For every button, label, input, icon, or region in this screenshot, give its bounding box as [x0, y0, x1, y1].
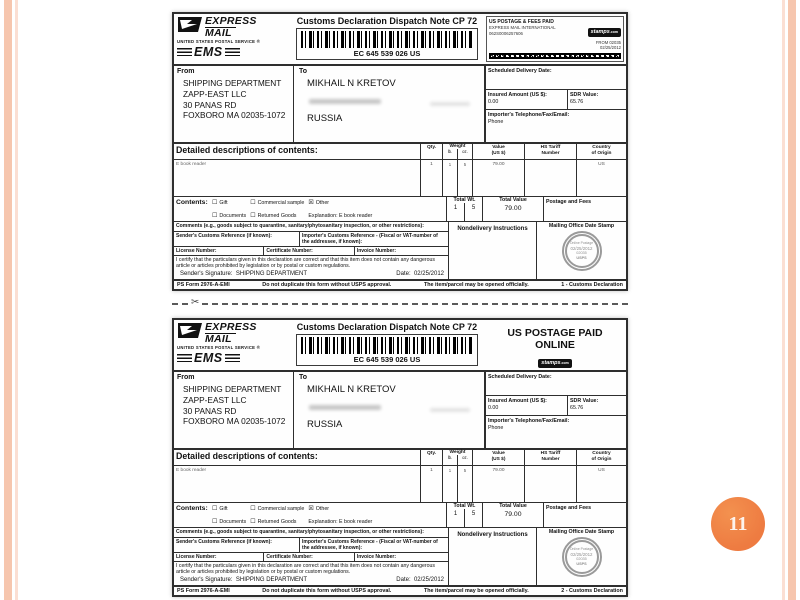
- contents-table-header: [174, 144, 626, 160]
- checkbox-other: ☒ Other: [308, 506, 330, 512]
- date-line: Date: 02/25/2012: [396, 577, 444, 584]
- tracking-barcode-box: [296, 28, 478, 60]
- address-section: [174, 64, 626, 142]
- insured-amount-box: Insured Amount (US $): 0.00: [486, 396, 568, 415]
- item-hs-tariff: [524, 160, 576, 196]
- usps-eagle-icon: [177, 16, 203, 38]
- to-label: To: [299, 68, 308, 75]
- ems-lines-left-icon: [177, 48, 192, 56]
- postage-imprint: [484, 14, 626, 64]
- qty-header: Qty.: [420, 450, 442, 465]
- mailing-office-date-stamp-box: Mailing Office Date Stamp Online Postage 02/25/2012 02035 USPS: [536, 222, 626, 279]
- total-value: 79.00: [504, 511, 522, 518]
- page-number: 11: [728, 512, 748, 535]
- form-title: Customs Declaration Dispatch Note CP 72: [296, 322, 478, 332]
- total-weight-oz: 5: [471, 205, 476, 211]
- explanation-text: Explanation: E book reader: [308, 519, 373, 525]
- sdr-value-box: SDR Value: 65.76: [568, 396, 626, 415]
- item-weight: [442, 160, 472, 196]
- checkbox-checked-icon: ☒: [308, 506, 314, 512]
- contents-label: Contents:: [176, 199, 208, 206]
- recipient-country: RUSSIA: [307, 113, 343, 124]
- total-weight-lb: 1: [447, 509, 465, 527]
- recipient-name: MIKHAIL N KRETOV: [307, 78, 396, 89]
- item-qty: 1: [420, 466, 442, 502]
- mailing-office-date-stamp-box: Mailing Office Date Stamp Online Postage 02/25/2012 02035 USPS: [536, 528, 626, 585]
- item-lb: 1: [443, 160, 458, 196]
- total-value-box: Total Value 79.00: [482, 197, 543, 221]
- item-description: E book reader: [176, 162, 207, 167]
- checkbox-returned-goods: ☐ Returned Goods: [250, 213, 297, 219]
- brand-express: EXPRESS: [205, 15, 257, 27]
- stamp-zip: 02035: [576, 251, 587, 256]
- brand-express: EXPRESS: [205, 321, 257, 333]
- comments-label: Comments (e.g., goods subject to quarantine, sanitary/phytosanitary inspection, or other restrictions):: [174, 222, 448, 232]
- scissors-icon: ✂: [188, 297, 202, 308]
- checkbox-documents: ☐ Documents: [212, 213, 247, 219]
- country-header: Country of Origin: [576, 450, 626, 465]
- lb-header: lb.: [443, 149, 458, 159]
- contents-table: [174, 448, 626, 502]
- contents-label: Contents:: [176, 505, 208, 512]
- checkbox-icon: ☐: [250, 506, 256, 512]
- importer-contact-value: Phone: [488, 425, 504, 431]
- customs-declaration-form: [172, 12, 628, 291]
- nondelivery-instructions-box: Nondelivery Instructions: [448, 528, 536, 585]
- from-address-line: ZAPP-EAST LLC: [183, 394, 247, 405]
- postmark-stamp: Online Postage 02/25/2012 02035 USPS: [562, 231, 602, 271]
- ems-lines-right-icon: [225, 48, 240, 56]
- contents-table-header: [174, 450, 626, 466]
- weight-header: Weight lb. oz.: [442, 144, 472, 159]
- sdr-value: 65.76: [570, 99, 584, 105]
- tracking-barcode-icon: [301, 337, 473, 354]
- from-label: From: [177, 68, 195, 75]
- frame-stripe-right-inner: [782, 0, 785, 600]
- contents-item-row: [174, 466, 626, 502]
- redacted-address-line: [309, 99, 381, 104]
- importer-contact-box: Importer's Telephone/Fax/Email: Phone: [486, 110, 626, 142]
- frame-stripe-right-outer: [788, 0, 796, 600]
- imprint-date: 02/25/2012: [600, 45, 621, 51]
- comments-section: [174, 527, 626, 585]
- redacted-address-line: [430, 408, 470, 412]
- certificate-number-box: Certificate Number:: [264, 247, 354, 255]
- checkbox-returned-goods: ☐ Returned Goods: [250, 519, 297, 525]
- total-weight-box: Total Wt. 1 5: [446, 503, 482, 527]
- invoice-number-box: Invoice Number:: [356, 248, 396, 254]
- license-number-box: License Number:: [174, 247, 264, 255]
- from-section: [174, 66, 294, 142]
- usps-logo-block: [174, 14, 290, 64]
- imprint-line1: US POSTAGE PAID: [507, 327, 603, 339]
- imprint-serial: 062S0006257606: [489, 30, 523, 36]
- tracking-barcode-box: [296, 334, 478, 366]
- from-address-line: 30 PANAS RD: [183, 405, 237, 416]
- page-number-badge: [711, 497, 765, 551]
- certification-text: I certify that the particulars given in this declaration are correct and that this item does not contain any dangerous article or articles prohibited by legislation or by postal or custom regulations.: [176, 257, 435, 270]
- desc-header: Detailed descriptions of contents:: [176, 451, 318, 461]
- checkbox-gift: ☐ Gift: [212, 506, 228, 512]
- signature-value: SHIPPING DEPARTMENT: [235, 577, 307, 584]
- sdr-value-box: SDR Value: 65.76: [568, 90, 626, 109]
- tracking-barcode-icon: [301, 31, 473, 48]
- ems-lines-right-icon: [225, 354, 240, 362]
- checkbox-checked-icon: ☒: [308, 200, 314, 206]
- item-lb: 1: [443, 466, 458, 502]
- form-footer: [174, 585, 626, 595]
- usps-logo-block: [174, 320, 290, 370]
- value-header: Value (US $): [472, 450, 524, 465]
- total-weight-lb: 1: [447, 203, 465, 221]
- license-number-box: License Number:: [174, 553, 264, 561]
- footer-notice-1: Do not duplicate this form without USPS approval.: [262, 282, 392, 288]
- from-address-line: ZAPP-EAST LLC: [183, 88, 247, 99]
- lb-header: lb.: [443, 455, 458, 465]
- stamps-com-logo: stamps.com: [588, 28, 621, 37]
- sdr-value: 65.76: [570, 405, 584, 411]
- footer-notice-1: Do not duplicate this form without USPS approval.: [262, 588, 392, 594]
- datamatrix-barcode-icon: [489, 53, 621, 59]
- senders-customs-reference-box: Sender's Customs Reference (if known):: [174, 538, 300, 552]
- explanation-text: Explanation: E book reader: [308, 213, 373, 219]
- certification-text: I certify that the particulars given in this declaration are correct and that this item does not contain any dangerous article or articles prohibited by legislation or by postal or custom regulations.: [176, 563, 435, 576]
- recipient-name: MIKHAIL N KRETOV: [307, 384, 396, 395]
- form-header: [174, 14, 626, 64]
- stamp-zip: 02035: [576, 557, 587, 562]
- usps-eagle-icon: [177, 322, 203, 344]
- item-country: US: [576, 160, 626, 196]
- tracking-number: EC 645 539 026 US: [353, 49, 421, 58]
- checkbox-icon: ☐: [250, 519, 256, 525]
- date-line: Date: 02/25/2012: [396, 271, 444, 278]
- insured-amount-value: 0.00: [488, 99, 499, 105]
- imprint-from-zip: FROM 02035: [595, 39, 621, 45]
- scheduled-delivery-box: Scheduled Delivery Date:: [486, 66, 626, 90]
- scheduled-delivery-box: Scheduled Delivery Date:: [486, 372, 626, 396]
- certificate-number-box: Certificate Number:: [264, 553, 354, 561]
- frame-stripe-left-inner: [15, 0, 18, 600]
- comments-section: [174, 221, 626, 279]
- form-title: Customs Declaration Dispatch Note CP 72: [296, 16, 478, 26]
- hs-tariff-header: HS Tariff Number: [524, 144, 576, 159]
- contents-table: [174, 142, 626, 196]
- importer-contact-box: Importer's Telephone/Fax/Email: Phone: [486, 416, 626, 448]
- item-value: 79.00: [472, 160, 524, 196]
- oz-header: oz.: [462, 149, 468, 154]
- stamp-date: 02/25/2012: [570, 551, 593, 557]
- weight-header: Weight lb. oz.: [442, 450, 472, 465]
- checkbox-icon: ☐: [212, 519, 218, 525]
- checkbox-icon: ☐: [212, 506, 218, 512]
- checkbox-gift: ☐ Gift: [212, 200, 228, 206]
- imprint-line2: ONLINE: [535, 339, 575, 352]
- date-value: 02/25/2012: [413, 271, 444, 278]
- invoice-number-box: Invoice Number:: [356, 554, 396, 560]
- contents-item-row: [174, 160, 626, 196]
- footer-notice-2: The item/parcel may be opened officially.: [423, 282, 529, 288]
- checkbox-commercial-sample: ☐ Commercial sample: [250, 506, 305, 512]
- importer-contact-value: Phone: [488, 119, 504, 125]
- checkbox-other: ☒ Other: [308, 200, 330, 206]
- comments-label: Comments (e.g., goods subject to quarantine, sanitary/phytosanitary inspection, or other restrictions):: [174, 528, 448, 538]
- postage-paid-online-imprint: [486, 322, 624, 369]
- senders-customs-reference-box: Sender's Customs Reference (if known):: [174, 232, 300, 246]
- address-section: [174, 370, 626, 448]
- signature-line: Sender's Signature: SHIPPING DEPARTMENT: [180, 271, 307, 278]
- from-label: From: [177, 374, 195, 381]
- insured-amount-box: Insured Amount (US $): 0.00: [486, 90, 568, 109]
- item-country: US: [576, 466, 626, 502]
- form-header: [174, 320, 626, 370]
- postmark-stamp: Online Postage 02/25/2012 02035 USPS: [562, 537, 602, 577]
- tracking-number: EC 645 539 026 US: [353, 355, 421, 364]
- checkbox-documents: ☐ Documents: [212, 519, 247, 525]
- brand-mail: MAIL: [205, 27, 236, 39]
- to-section: [294, 372, 484, 448]
- hs-tariff-header: HS Tariff Number: [524, 450, 576, 465]
- stamp-date: 02/25/2012: [570, 245, 593, 251]
- total-value-box: Total Value 79.00: [482, 503, 543, 527]
- contents-type-row: [174, 502, 626, 527]
- usps-service-line: UNITED STATES POSTAL SERVICE ®: [177, 345, 261, 350]
- ems-logo: EMS: [177, 46, 287, 59]
- ems-logo: EMS: [177, 352, 287, 365]
- signature-line: Sender's Signature: SHIPPING DEPARTMENT: [180, 577, 307, 584]
- form-footer: [174, 279, 626, 289]
- copy-label: 2 - Customs Declaration: [561, 588, 623, 594]
- signature-value: SHIPPING DEPARTMENT: [235, 271, 307, 278]
- item-qty: 1: [420, 160, 442, 196]
- oz-header: oz.: [462, 455, 468, 460]
- postage-fees-paid-imprint: [486, 16, 624, 62]
- recipient-country: RUSSIA: [307, 419, 343, 430]
- importers-customs-reference-box: Importer's Customs Reference - (Fiscal or VAT-number of the addressee, if known):: [302, 539, 438, 551]
- item-weight: [442, 466, 472, 502]
- customs-form-copy-2: [172, 318, 628, 597]
- customs-form-copy-1: [172, 12, 628, 291]
- copy-label: 1 - Customs Declaration: [561, 282, 623, 288]
- to-label: To: [299, 374, 308, 381]
- redacted-address-line: [430, 102, 470, 106]
- item-hs-tariff: [524, 466, 576, 502]
- contents-type-row: [174, 196, 626, 221]
- to-section: [294, 66, 484, 142]
- date-value: 02/25/2012: [413, 577, 444, 584]
- from-address-line: 30 PANAS RD: [183, 99, 237, 110]
- brand-mail: MAIL: [205, 333, 236, 345]
- item-description: E book reader: [176, 468, 207, 473]
- country-header: Country of Origin: [576, 144, 626, 159]
- cut-line: [172, 297, 628, 308]
- redacted-address-line: [309, 405, 381, 410]
- stamps-com-logo: stamps.com: [538, 359, 571, 368]
- from-address-line: FOXBORO MA 02035-1072: [183, 110, 286, 121]
- desc-header: Detailed descriptions of contents:: [176, 145, 318, 155]
- nondelivery-instructions-box: Nondelivery Instructions: [448, 222, 536, 279]
- from-address-line: FOXBORO MA 02035-1072: [183, 416, 286, 427]
- form-number: PS Form 2976-A-EMI: [177, 588, 230, 594]
- imprint-line2: EXPRESS MAIL INTERNATIONAL: [489, 25, 556, 31]
- footer-notice-2: The item/parcel may be opened officially.: [423, 588, 529, 594]
- postage-and-fees-box: Postage and Fees: [543, 503, 626, 527]
- total-value: 79.00: [504, 205, 522, 212]
- frame-stripe-left-outer: [4, 0, 12, 600]
- checkbox-commercial-sample: ☐ Commercial sample: [250, 200, 305, 206]
- postage-imprint: [484, 320, 626, 370]
- imprint-line1: US POSTAGE & FEES PAID: [489, 19, 554, 25]
- importers-customs-reference-box: Importer's Customs Reference - (Fiscal or VAT-number of the addressee, if known):: [302, 233, 438, 245]
- checkbox-icon: ☐: [250, 213, 256, 219]
- postage-and-fees-box: Postage and Fees: [543, 197, 626, 221]
- customs-declaration-form: [172, 318, 628, 597]
- total-weight-box: Total Wt. 1 5: [446, 197, 482, 221]
- item-oz: 5: [463, 162, 467, 167]
- from-address-line: SHIPPING DEPARTMENT: [183, 78, 282, 88]
- form-number: PS Form 2976-A-EMI: [177, 282, 230, 288]
- checkbox-icon: ☐: [212, 213, 218, 219]
- usps-service-line: UNITED STATES POSTAL SERVICE ®: [177, 39, 261, 44]
- checkbox-icon: ☐: [212, 200, 218, 206]
- from-address-line: SHIPPING DEPARTMENT: [183, 384, 282, 394]
- express-mail-wordmark: [205, 322, 257, 344]
- item-oz: 5: [463, 468, 467, 473]
- insured-amount-value: 0.00: [488, 405, 499, 411]
- express-mail-wordmark: [205, 16, 257, 38]
- value-header: Value (US $): [472, 144, 524, 159]
- item-value: 79.00: [472, 466, 524, 502]
- checkbox-icon: ☐: [250, 200, 256, 206]
- total-weight-oz: 5: [471, 511, 476, 517]
- ems-lines-left-icon: [177, 354, 192, 362]
- qty-header: Qty.: [420, 144, 442, 159]
- from-section: [174, 372, 294, 448]
